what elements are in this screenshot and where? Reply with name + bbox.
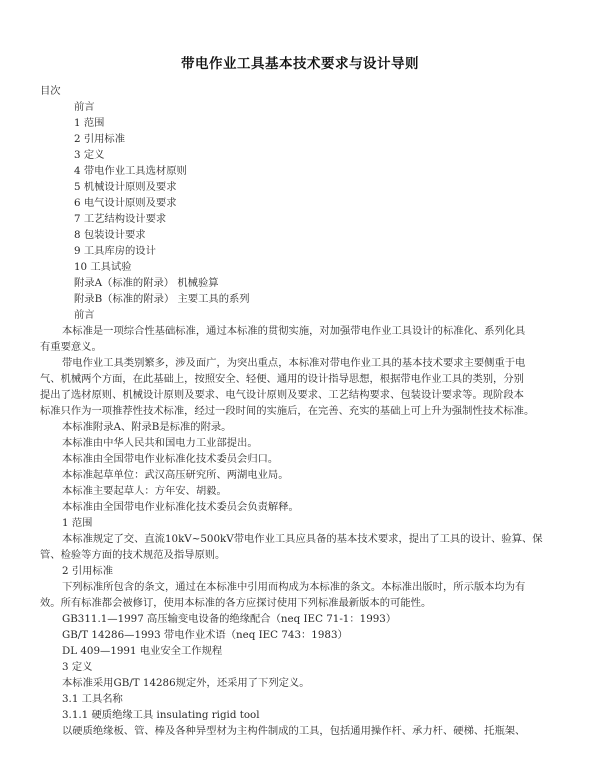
toc-item: 4 带电作业工具选材原则 [74,165,187,177]
section-heading-definitions: 3 定义 [62,661,93,673]
reference-item: GB311.1—1997 高压输变电设备的绝缘配合（neq IEC 71-1：1993） [62,613,397,625]
foreword-heading: 前言 [74,309,95,321]
foreword-line: 本标准主要起草人：方年安、胡毅。 [62,485,227,497]
section-heading-references: 2 引用标准 [62,565,114,577]
toc-item: 附录B（标准的附录） 主要工具的系列 [74,293,250,305]
toc-item: 5 机械设计原则及要求 [74,181,177,193]
foreword-line: 本标准附录A、附录B是标准的附录。 [62,421,232,433]
toc-item: 6 电气设计原则及要求 [74,197,177,209]
foreword-line: 气、机械两个方面，在此基础上，按照安全、轻便、通用的设计指导思想，根据带电作业工具的类别，分别 [40,373,524,385]
reference-item: GB/T 14286—1993 带电作业术语（neq IEC 743：1983） [62,629,348,641]
toc-item: 前言 [74,101,95,113]
toc-item: 10 工具试验 [74,261,132,273]
toc-item: 1 范围 [74,117,105,129]
toc-item: 3 定义 [74,149,105,161]
foreword-line: 本标准由中华人民共和国电力工业部提出。 [62,437,258,449]
foreword-line: 本标准由全国带电作业标准化技术委员会负责解释。 [62,501,299,513]
foreword-line: 有重要意义。 [40,341,102,353]
references-line: 下列标准所包含的条文，通过在本标准中引用而构成为本标准的条文。本标准出版时，所示版本均为有 [62,581,526,593]
foreword-line: 本标准起草单位：武汉高压研究所、两湖电业局。 [62,469,289,481]
definitions-line: 本标准采用GB/T 14286规定外，还采用了下列定义。 [62,677,310,689]
references-line: 效。所有标准都会被修订，使用本标准的各方应探讨使用下列标准最新版本的可能性。 [40,597,432,609]
foreword-line: 标准只作为一项推荐性技术标准，经过一段时间的实施后，在完善、充实的基础上可上升为强制性技术标准。 [40,405,535,417]
reference-item: DL 409—1991 电业安全工作规程 [62,645,223,657]
foreword-line: 提出了选材原则、机械设计原则及要求、电气设计原则及要求、工艺结构要求、包装设计要求等。现阶段本 [40,389,524,401]
toc-item: 9 工具库房的设计 [74,245,156,257]
scope-line: 本标准规定了交、直流10kV~500kV带电作业工具应具备的基本技术要求，提出了工具的设计、验算、保 [62,533,543,545]
subsection-heading: 3.1 工具名称 [62,693,123,705]
toc-item: 附录A（标准的附录） 机械验算 [74,277,219,289]
toc-item: 7 工艺结构设计要求 [74,213,167,225]
section-heading-scope: 1 范围 [62,517,93,529]
definitions-line: 以硬质绝缘板、管、棒及各种异型材为主构件制成的工具，包括通用操作杆、承力杆、硬梯、托瓶架、 [62,725,526,737]
document-title: 带电作业工具基本技术要求与设计导则 [181,56,419,72]
foreword-line: 本标准是一项综合性基础标准，通过本标准的贯彻实施，对加强带电作业工具设计的标准化、系列化具 [62,325,526,337]
toc-heading: 目次 [40,85,61,97]
subsection-heading: 3.1.1 硬质绝缘工具 insulating rigid tool [62,709,260,721]
scope-line: 管、检验等方面的技术规范及指导原则。 [40,549,226,561]
foreword-line: 本标准由全国带电作业标准化技术委员会归口。 [62,453,279,465]
toc-item: 8 包装设计要求 [74,229,146,241]
toc-item: 2 引用标准 [74,133,126,145]
foreword-line: 带电作业工具类别繁多，涉及面广，为突出重点，本标准对带电作业工具的基本技术要求主要侧重于电 [62,357,526,369]
